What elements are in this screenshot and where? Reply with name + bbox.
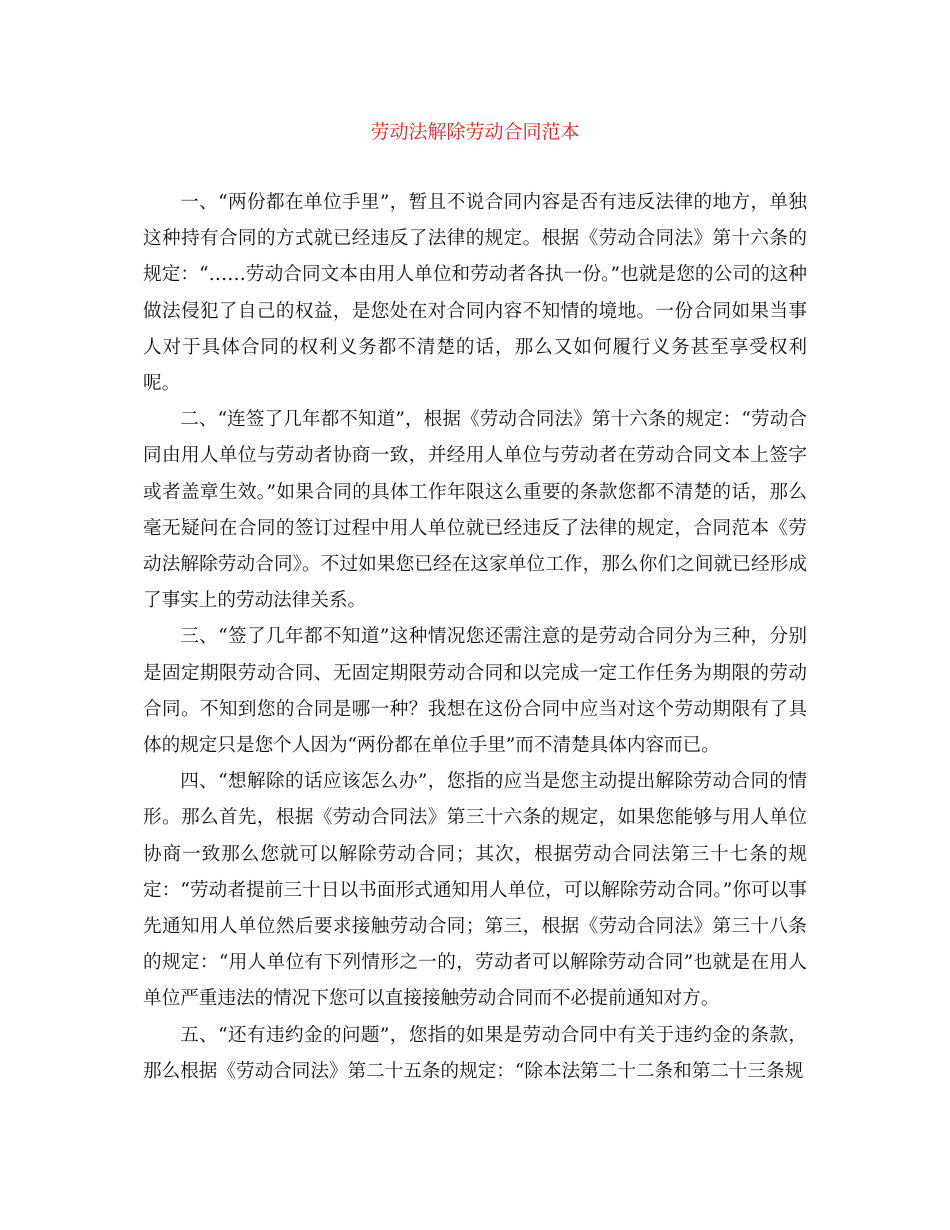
paragraph-2: 二、“连签了几年都不知道”，根据《劳动合同法》第十六条的规定：“劳动合同由用人单位与劳动者协商一致，并经用人单位与劳动者在劳动合同文本上签字或者盖章生效。”如果合同的具体工作年限这么重要的条款您都不清楚的话，那么毫无疑问在合同的签订过程中用人单位就已经违反了法律的规定，合同范本《劳动法解除劳动合同》。不过如果您已经在这家单位工作，那么你们之间就已经形成了事实上的劳动法律关系。 xyxy=(143,409,807,612)
document-title: 劳动法解除劳动合同范本 xyxy=(370,121,580,143)
paragraph-4: 四、“想解除的话应该怎么办”，您指的应当是您主动提出解除劳动合同的情形。那么首先，根据《劳动合同法》第三十六条的规定，如果您能够与用人单位协商一致那么您就可以解除劳动合同；其次，根据劳动合同法第三十七条的规定：“劳动者提前三十日以书面形式通知用人单位，可以解除劳动合同。”你可以事先通知用人单位然后要求接触劳动合同；第三，根据《劳动合同法》第三十八条的规定：“用人单位有下列情形之一的，劳动者可以解除劳动合同”也就是在用人单位严重违法的情况下您可以直接接触劳动合同而不必提前通知对方。 xyxy=(143,771,807,1010)
paragraph-1: 一、“两份都在单位手里”，暂且不说合同内容是否有违反法律的地方，单独这种持有合同的方式就已经违反了法律的规定。根据《劳动合同法》第十六条的规定：“……劳动合同文本由用人单位和劳动者各执一份。”也就是您的公司的这种做法侵犯了自己的权益，是您处在对合同内容不知情的境地。一份合同如果当事人对于具体合同的权利义务都不清楚的话，那么又如何履行义务甚至享受权利呢。 xyxy=(143,192,807,395)
paragraph-5: 五、“还有违约金的问题”，您指的如果是劳动合同中有关于违约金的条款，那么根据《劳动合同法》第二十五条的规定：“除本法第二十二条和第二十三条规 xyxy=(143,1024,807,1082)
paragraph-3: 三、“签了几年都不知道”这种情况您还需注意的是劳动合同分为三种，分别是固定期限劳动合同、无固定期限劳动合同和以完成一定工作任务为期限的劳动合同。不知到您的合同是哪一种？我想在这份合同中应当对这个劳动期限有了具体的规定只是您个人因为“两份都在单位手里”而不清楚具体内容而已。 xyxy=(143,626,807,757)
